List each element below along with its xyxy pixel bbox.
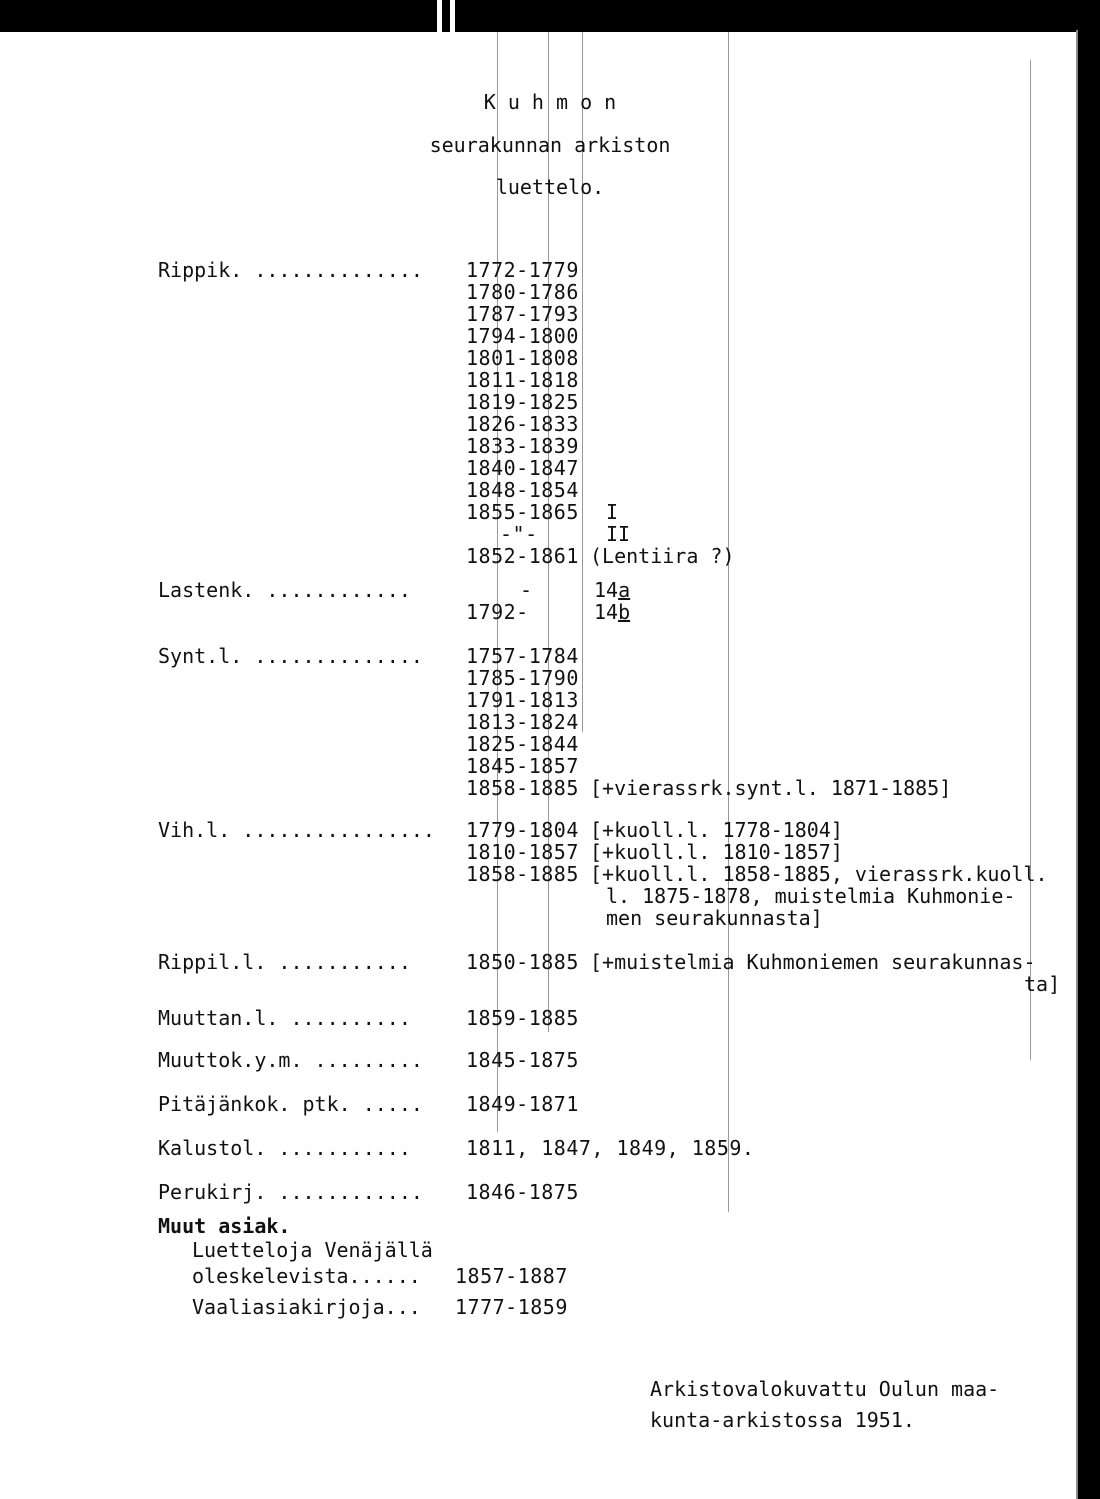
years: -: [520, 578, 533, 602]
volume-note: 14a: [594, 578, 631, 602]
label-vih: Vih.l. ................: [158, 818, 435, 842]
scan-top-border: [0, 0, 1100, 32]
label-rippil: Rippil.l. ...........: [158, 950, 411, 974]
years: 1857-1887: [455, 1264, 568, 1288]
years: 1811-1818: [466, 368, 579, 392]
item-label: Luetteloja Venäjällä: [192, 1238, 433, 1262]
archive-note: kunta-arkistossa 1951.: [650, 1408, 915, 1432]
years: 1780-1786: [466, 280, 579, 304]
page-subtitle: seurakunnan arkiston: [429, 133, 671, 157]
years: 1792-: [466, 600, 529, 624]
label-lastenk: Lastenk. ............: [158, 578, 411, 602]
years: 1757-1784: [466, 644, 579, 668]
label-muuttan: Muuttan.l. ..........: [158, 1006, 411, 1030]
label-pitajankok: Pitäjänkok. ptk. .....: [158, 1092, 423, 1116]
item-label: oleskelevista......: [192, 1264, 421, 1288]
label-rippik: Rippik. ..............: [158, 258, 423, 282]
volume-note: I: [606, 500, 619, 524]
note: men seurakunnasta]: [606, 906, 823, 930]
years: 1777-1859: [455, 1295, 568, 1319]
note: l. 1875-1878, muistelmia Kuhmonie-: [606, 884, 1016, 908]
years: 1785-1790: [466, 666, 579, 690]
years: 1833-1839: [466, 434, 579, 458]
note: ta]: [1024, 972, 1061, 996]
years: 1848-1854: [466, 478, 579, 502]
years: 1801-1808: [466, 346, 579, 370]
volume-note: II: [606, 522, 631, 546]
label-synt: Synt.l. ..............: [158, 644, 423, 668]
years: 1846-1875: [466, 1180, 579, 1204]
label-muuttok: Muuttok.y.m. .........: [158, 1048, 423, 1072]
scan-vertical-line: [728, 32, 729, 1212]
archive-note: Arkistovalokuvattu Oulun maa-: [650, 1377, 1000, 1401]
note: [+kuoll.l. 1810-1857]: [590, 840, 843, 864]
years: 1852-1861: [466, 544, 579, 568]
years: 1813-1824: [466, 710, 579, 734]
scan-vertical-line: [1030, 60, 1031, 1060]
years: 1825-1844: [466, 732, 579, 756]
years: 1810-1857: [466, 840, 579, 864]
scan-top-gap: [450, 0, 455, 32]
years: 1791-1813: [466, 688, 579, 712]
years: 1779-1804: [466, 818, 579, 842]
years: 1840-1847: [466, 456, 579, 480]
page-title: K u h m o n: [483, 90, 617, 114]
years: 1855-1865: [466, 500, 579, 524]
label-perukirj: Perukirj. ............: [158, 1180, 423, 1204]
label-kalustol: Kalustol. ...........: [158, 1136, 411, 1160]
scan-right-edge: [1076, 30, 1078, 1499]
volume-note: 14b: [594, 600, 631, 624]
scan-top-gap: [437, 0, 442, 32]
years: 1858-1885: [466, 862, 579, 886]
page-subtitle-2: luettelo.: [495, 175, 605, 199]
years: 1845-1857: [466, 754, 579, 778]
years: 1794-1800: [466, 324, 579, 348]
note: [+muistelmia Kuhmoniemen seurakunnas-: [590, 950, 1036, 974]
years: 1819-1825: [466, 390, 579, 414]
years: 1859-1885: [466, 1006, 579, 1030]
years: 1787-1793: [466, 302, 579, 326]
volume-note: (Lentiira ?): [590, 544, 735, 568]
years: 1845-1875: [466, 1048, 579, 1072]
note: [+kuoll.l. 1858-1885, vierassrk.kuoll.: [590, 862, 1048, 886]
years: 1858-1885: [466, 776, 579, 800]
years: 1849-1871: [466, 1092, 579, 1116]
years: -"-: [500, 522, 538, 546]
years: 1772-1779: [466, 258, 579, 282]
note: [+vierassrk.synt.l. 1871-1885]: [590, 776, 952, 800]
years: 1826-1833: [466, 412, 579, 436]
scan-right-border: [1078, 30, 1100, 1499]
note: [+kuoll.l. 1778-1804]: [590, 818, 843, 842]
item-label: Vaaliasiakirjoja...: [192, 1295, 421, 1319]
years: 1850-1885: [466, 950, 579, 974]
label-muut: Muut asiak.: [158, 1214, 291, 1238]
years: 1811, 1847, 1849, 1859.: [466, 1136, 755, 1160]
